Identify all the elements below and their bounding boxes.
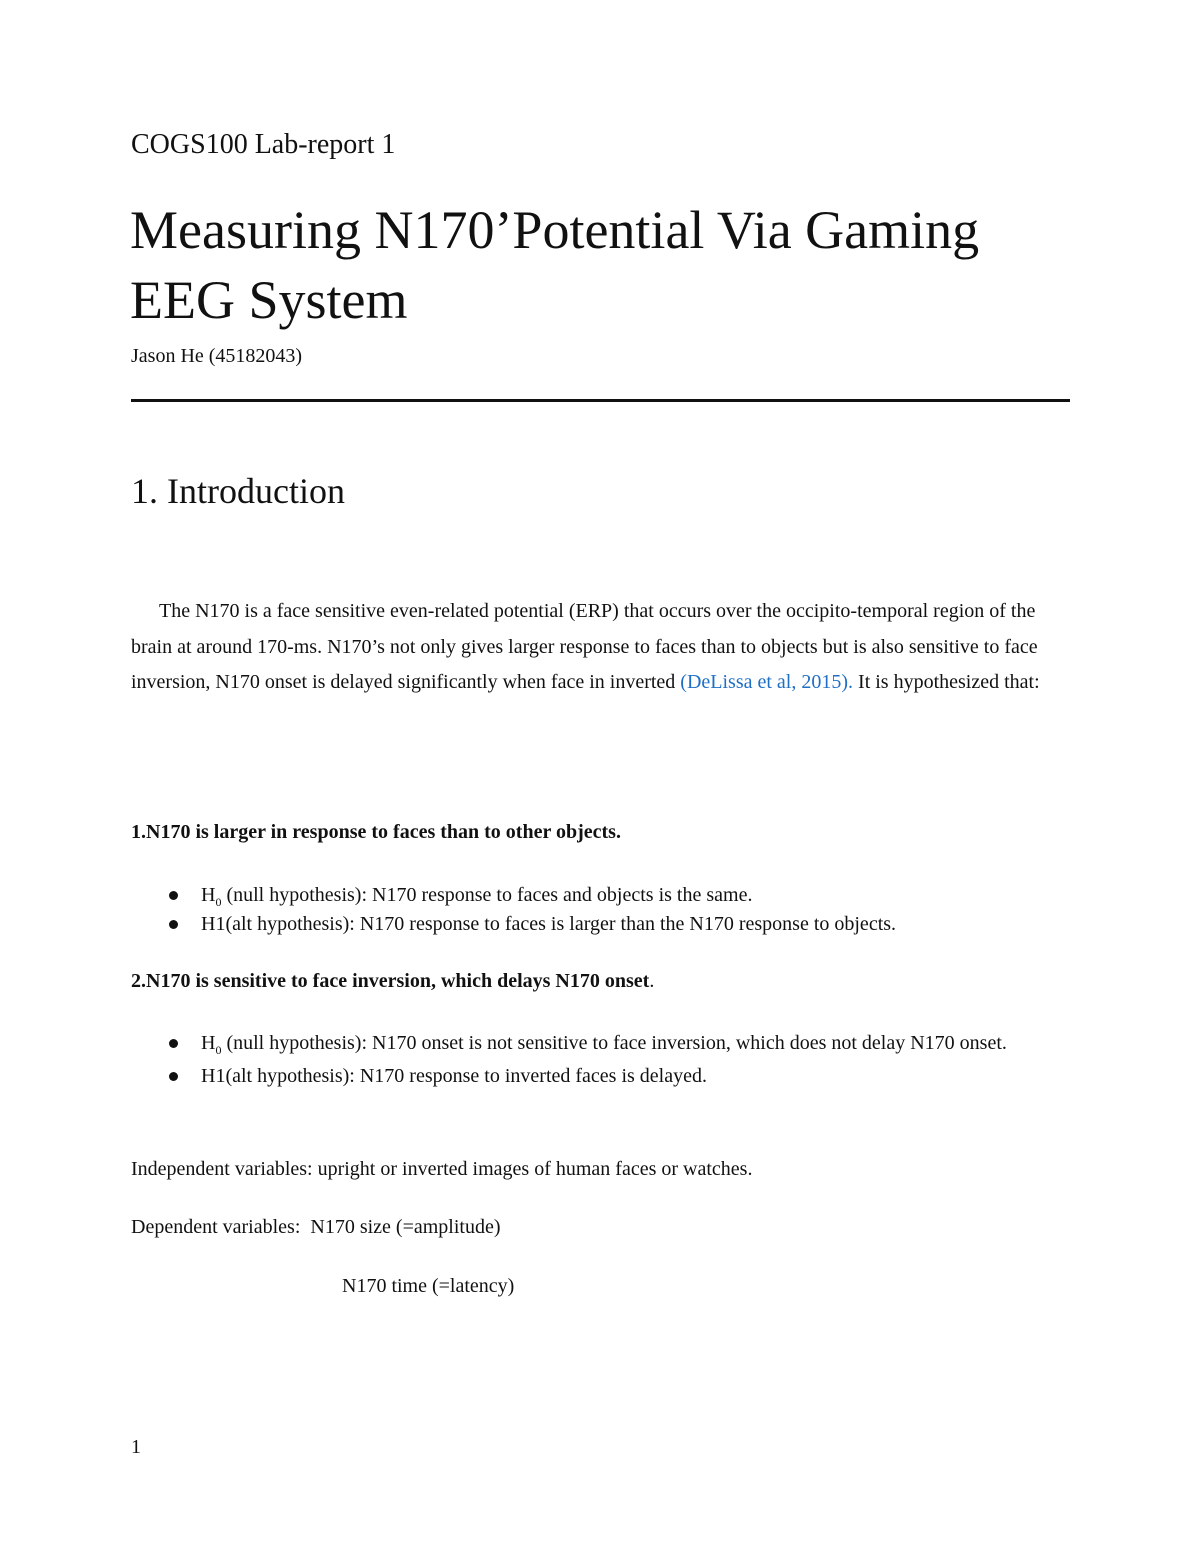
list-item: [131, 1026, 1071, 1062]
title-line-1: Measuring N170’Potential Via Gaming: [130, 200, 980, 260]
document-title: [130, 195, 979, 335]
hypothesis-1-list: [131, 881, 1071, 939]
hypothesis-text: H1(alt hypothesis): N170 response to faces is larger than the N170 response to objects.: [201, 913, 897, 935]
introduction-paragraph: [131, 594, 1081, 701]
hypothesis-2-list: [131, 1026, 1071, 1091]
hypothesis-text: H1(alt hypothesis): N170 response to inverted faces is delayed.: [201, 1064, 707, 1087]
list-item: [131, 881, 1071, 910]
bullet-icon: [169, 1039, 178, 1048]
title-line-2: EEG System: [130, 270, 408, 330]
subscript-zero: 0: [215, 1043, 222, 1057]
bullet-icon: [169, 891, 178, 900]
hypothesis-prefix: H: [201, 1032, 216, 1054]
author-line: Jason He (45182043): [131, 345, 303, 367]
hypothesis-1-title: 1.N170 is larger in response to faces than to other objects.: [131, 821, 621, 843]
hypothesis-2-title-text: 2.N170 is sensitive to face inversion, which delays N170 onset: [131, 970, 650, 992]
hypothesis-prefix: H: [201, 884, 216, 906]
list-item: [131, 910, 1071, 939]
paragraph-tail: It is hypothesized that:: [853, 671, 1040, 693]
horizontal-rule: [131, 399, 1070, 402]
subscript-zero: 0: [215, 895, 222, 909]
hypothesis-text: (null hypothesis): N170 onset is not sensitive to face inversion, which does not delay N170 onset.: [221, 1032, 1007, 1054]
section-heading-introduction: 1. Introduction: [131, 471, 345, 511]
page-number: 1: [131, 1436, 141, 1458]
citation-link[interactable]: (DeLissa et al, 2015).: [680, 671, 854, 693]
course-label: COGS100 Lab-report 1: [131, 129, 396, 160]
paragraph-body: The N170 is a face sensitive even-related potential (ERP) that occurs over the occipito-temporal region of the brain at around 170-ms. N170’s not only gives larger response to faces than to objects but is also sensitive to face inversion, N170 onset is delayed significantly when face in inverted: [131, 600, 1038, 693]
bullet-icon: [169, 1072, 178, 1081]
dependent-variables: Dependent variables: N170 size (=amplitude): [131, 1216, 501, 1238]
dependent-variables-second: N170 time (=latency): [342, 1275, 515, 1297]
bullet-icon: [169, 920, 178, 929]
list-item: [131, 1062, 1071, 1091]
hypothesis-text: (null hypothesis): N170 response to faces and objects is the same.: [221, 884, 753, 906]
hypothesis-2-title-period: .: [649, 970, 655, 992]
independent-variables: Independent variables: upright or inverted images of human faces or watches.: [131, 1158, 753, 1180]
hypothesis-2-title: [131, 967, 654, 995]
